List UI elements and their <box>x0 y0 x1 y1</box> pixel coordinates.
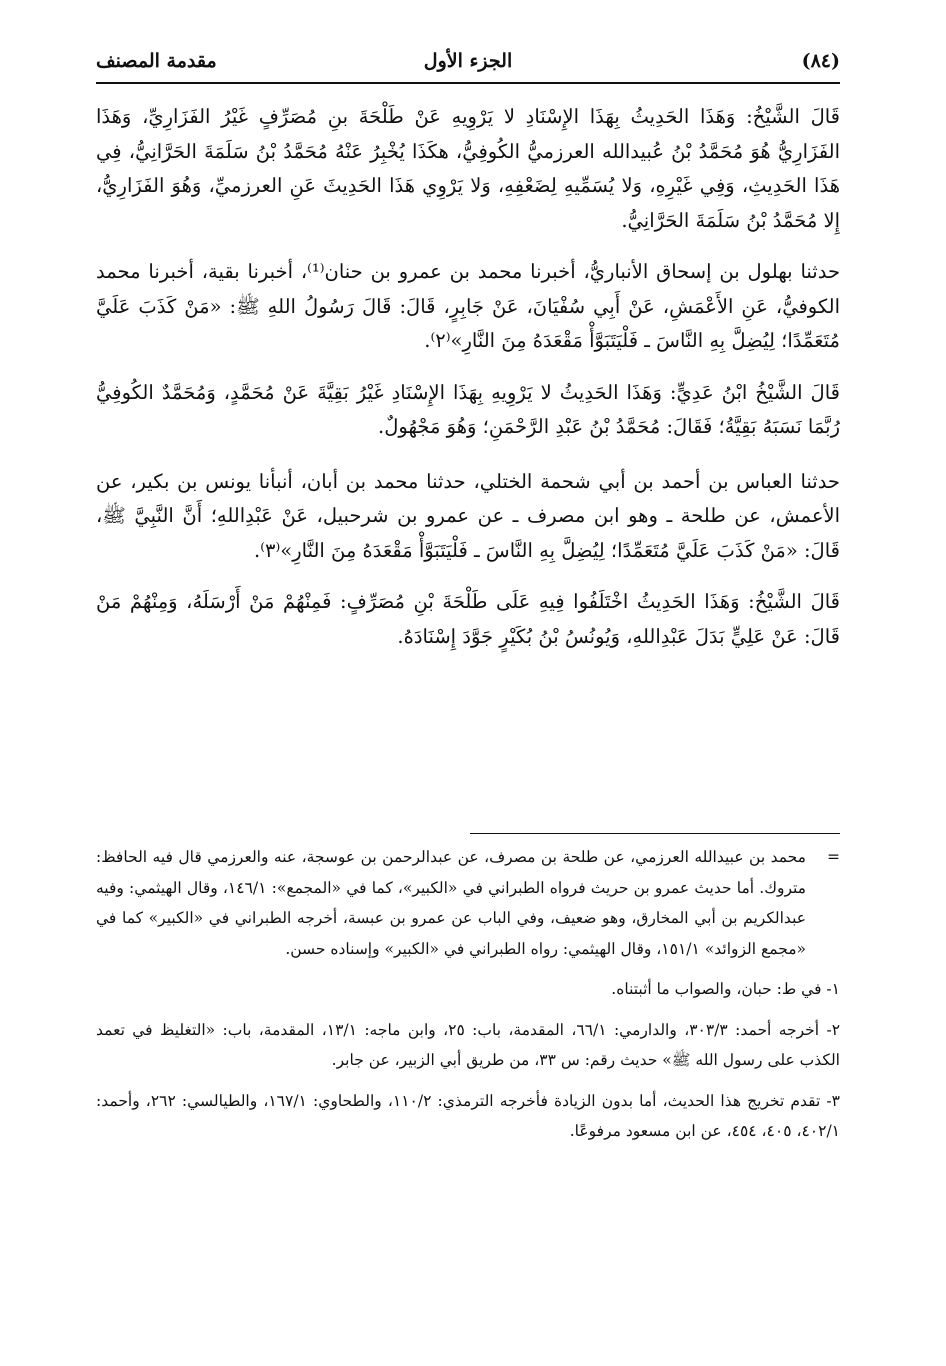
paragraph-sheikh-comment-2: قَالَ الشَّيْخُ ابْنُ عَدِيٍّ: وَهَذَا الحَدِيثُ لا يَرْوِيهِ بِهَذَا الإِسْنَادِ غَيْرُ بَقِيَّةَ عَنْ مُحَمَّدٍ، وَمُحَمَّدٌ الكُوفِيُّ رُبَّمَا نَسَبَهُ بَقِيَّةُ؛ فَقَالَ: مُحَمَّدُ بْنُ عَبْدِ الرَّحْمَنِ؛ وَهُوَ مَجْهُولٌ. <box>96 380 840 438</box>
running-header <box>96 44 840 84</box>
main-text <box>96 100 840 671</box>
footnotes <box>96 842 840 1157</box>
footnote-1: ١- في ط: حبان، والصواب ما أثبتناه. <box>611 980 840 998</box>
paragraph-sheikh-comment-3: قَالَ الشَّيْخُ: وَهَذَا الحَدِيثُ اخْتَلَفُوا فِيهِ عَلَى طَلْحَةَ بْنِ مُصَرِّفٍ: فَمِنْهُمْ مَنْ أَرْسَلَهُ، وَمِنْهُمْ مَنْ قَالَ: عَنْ عَلِيٍّ بَدَلَ عَبْدِاللهِ، وَيُونُسُ بْنُ بُكَيْرٍ جَوَّدَ إِسْنَادَهُ. <box>96 590 840 648</box>
paragraph-sheikh-comment-1: قَالَ الشَّيْخُ: وَهَذَا الحَدِيثُ بِهَذَا الإِسْنَادِ لا يَرْوِيهِ عَنْ طَلْحَةَ بنِ مُصَرِّفٍ غَيْرُ الفَزَارِيِّ، وَهَذَا الفَزَارِيُّ هُوَ مُحَمَّدُ بْنُ عُبيدالله العرزميُّ الكُوفِيُّ، هكَذَا يُخْبِرُ عَنْهُ مُحَمَّدُ بْنُ سَلَمَةَ الحَرَّانِيُّ، فِي هَذَا الحَدِيثِ، وَفِي غَيْرِهِ، وَلا يُسَمِّيهِ لِضَعْفِهِ، وَلا يَرْوِي هَذَا الحَدِيثَ عَنِ العرزميِّ، وَهُوَ الفَزَارِيُّ، إِلا مُحَمَّدُ بْنُ سَلَمَةَ الحَرَّانِيُّ. <box>96 105 840 232</box>
footnote-continuation <box>96 842 840 964</box>
paragraph-hadith-2: حدثنا العباس بن أحمد بن أبي شحمة الختلي، حدثنا محمد بن أبان، أنبأنا يونس بن بكير، عن الأعمش، عن طلحة ـ وهو ابن مصرف ـ عن عمرو بن شرحبيل، عَنْ عَبْدِاللهِ؛ أَنَّ النَّبِيَّ ﷺ، قَالَ: «مَنْ كَذَبَ عَلَيَّ مُتَعَمِّدًا؛ لِيُضِلَّ بِهِ النَّاسَ ـ فَلْيَتَبَوَّأْ مَقْعَدَهُ مِنَ النَّارِ»⁽٣⁾. <box>96 469 840 562</box>
paragraph-hadith-1: حدثنا بهلول بن إسحاق الأنباريُّ، أخبرنا محمد بن عمرو بن حنان⁽¹⁾، أخبرنا بقية، أخبرنا محمد الكوفيُّ، عَنِ الأَعْمَشِ، عَنْ أَبِي سُفْيَانَ، عَنْ جَابِرٍ، قَالَ: قَالَ رَسُولُ اللهِ ﷺ: «مَنْ كَذَبَ عَلَيَّ مُتَعَمِّدًا؛ لِيُضِلَّ بِهِ النَّاسَ ـ فَلْيَتَبَوَّأْ مَقْعَدَهُ مِنَ النَّارِ»⁽٢⁾. <box>96 260 841 352</box>
continuation-mark: = <box>827 848 840 866</box>
volume-title: الجزء الأول <box>423 50 513 72</box>
footnote-separator <box>470 833 840 834</box>
footnote-continuation-text: محمد بن عبيدالله العرزمي، عن طلحة بن مصرف، عن عبدالرحمن بن عوسجة، عنه والعرزمي قال فيه الحافظ: متروك. أما حديث عمرو بن حريث فرواه الطبراني في «الكبير»، كما في «المجمع»: ١٤٦/١، وقال الهيثمي: وفيه عبدالكريم بن أبي المخارق، وهو ضعيف، وفي الباب عن عمرو بن عبسة، أخرجه الطبراني في «الكبير» كما في «مجمع الزوائد» ١٥١/١، وقال الهيثمي: رواه الطبراني في «الكبير» وإسناده حسن. <box>96 848 806 958</box>
page-number: (٨٤) <box>801 50 840 72</box>
section-title: مقدمة المصنف <box>96 50 217 72</box>
footnote-2: ٢- أخرجه أحمد: ٣٠٣/٣، والدارمي: ٦٦/١، المقدمة، باب: ٢٥، وابن ماجه: ١٣/١، المقدمة، باب: «التغليظ في تعمد الكذب على رسول الله ﷺ» حديث رقم: س ٣٣، من طريق أبي الزبير، عن جابر. <box>96 1020 841 1069</box>
header-rule <box>96 82 840 84</box>
footnote-3: ٣- تقدم تخريج هذا الحديث، أما بدون الزيادة فأخرجه الترمذي: ١١٠/٢، والطحاوي: ١٦٧/١، والطيالسي: ٢٦٢، وأحمد: ٤٠٢/١، ٤٠٥، ٤٥٤، عن ابن مسعود مرفوعًا. <box>96 1091 840 1140</box>
